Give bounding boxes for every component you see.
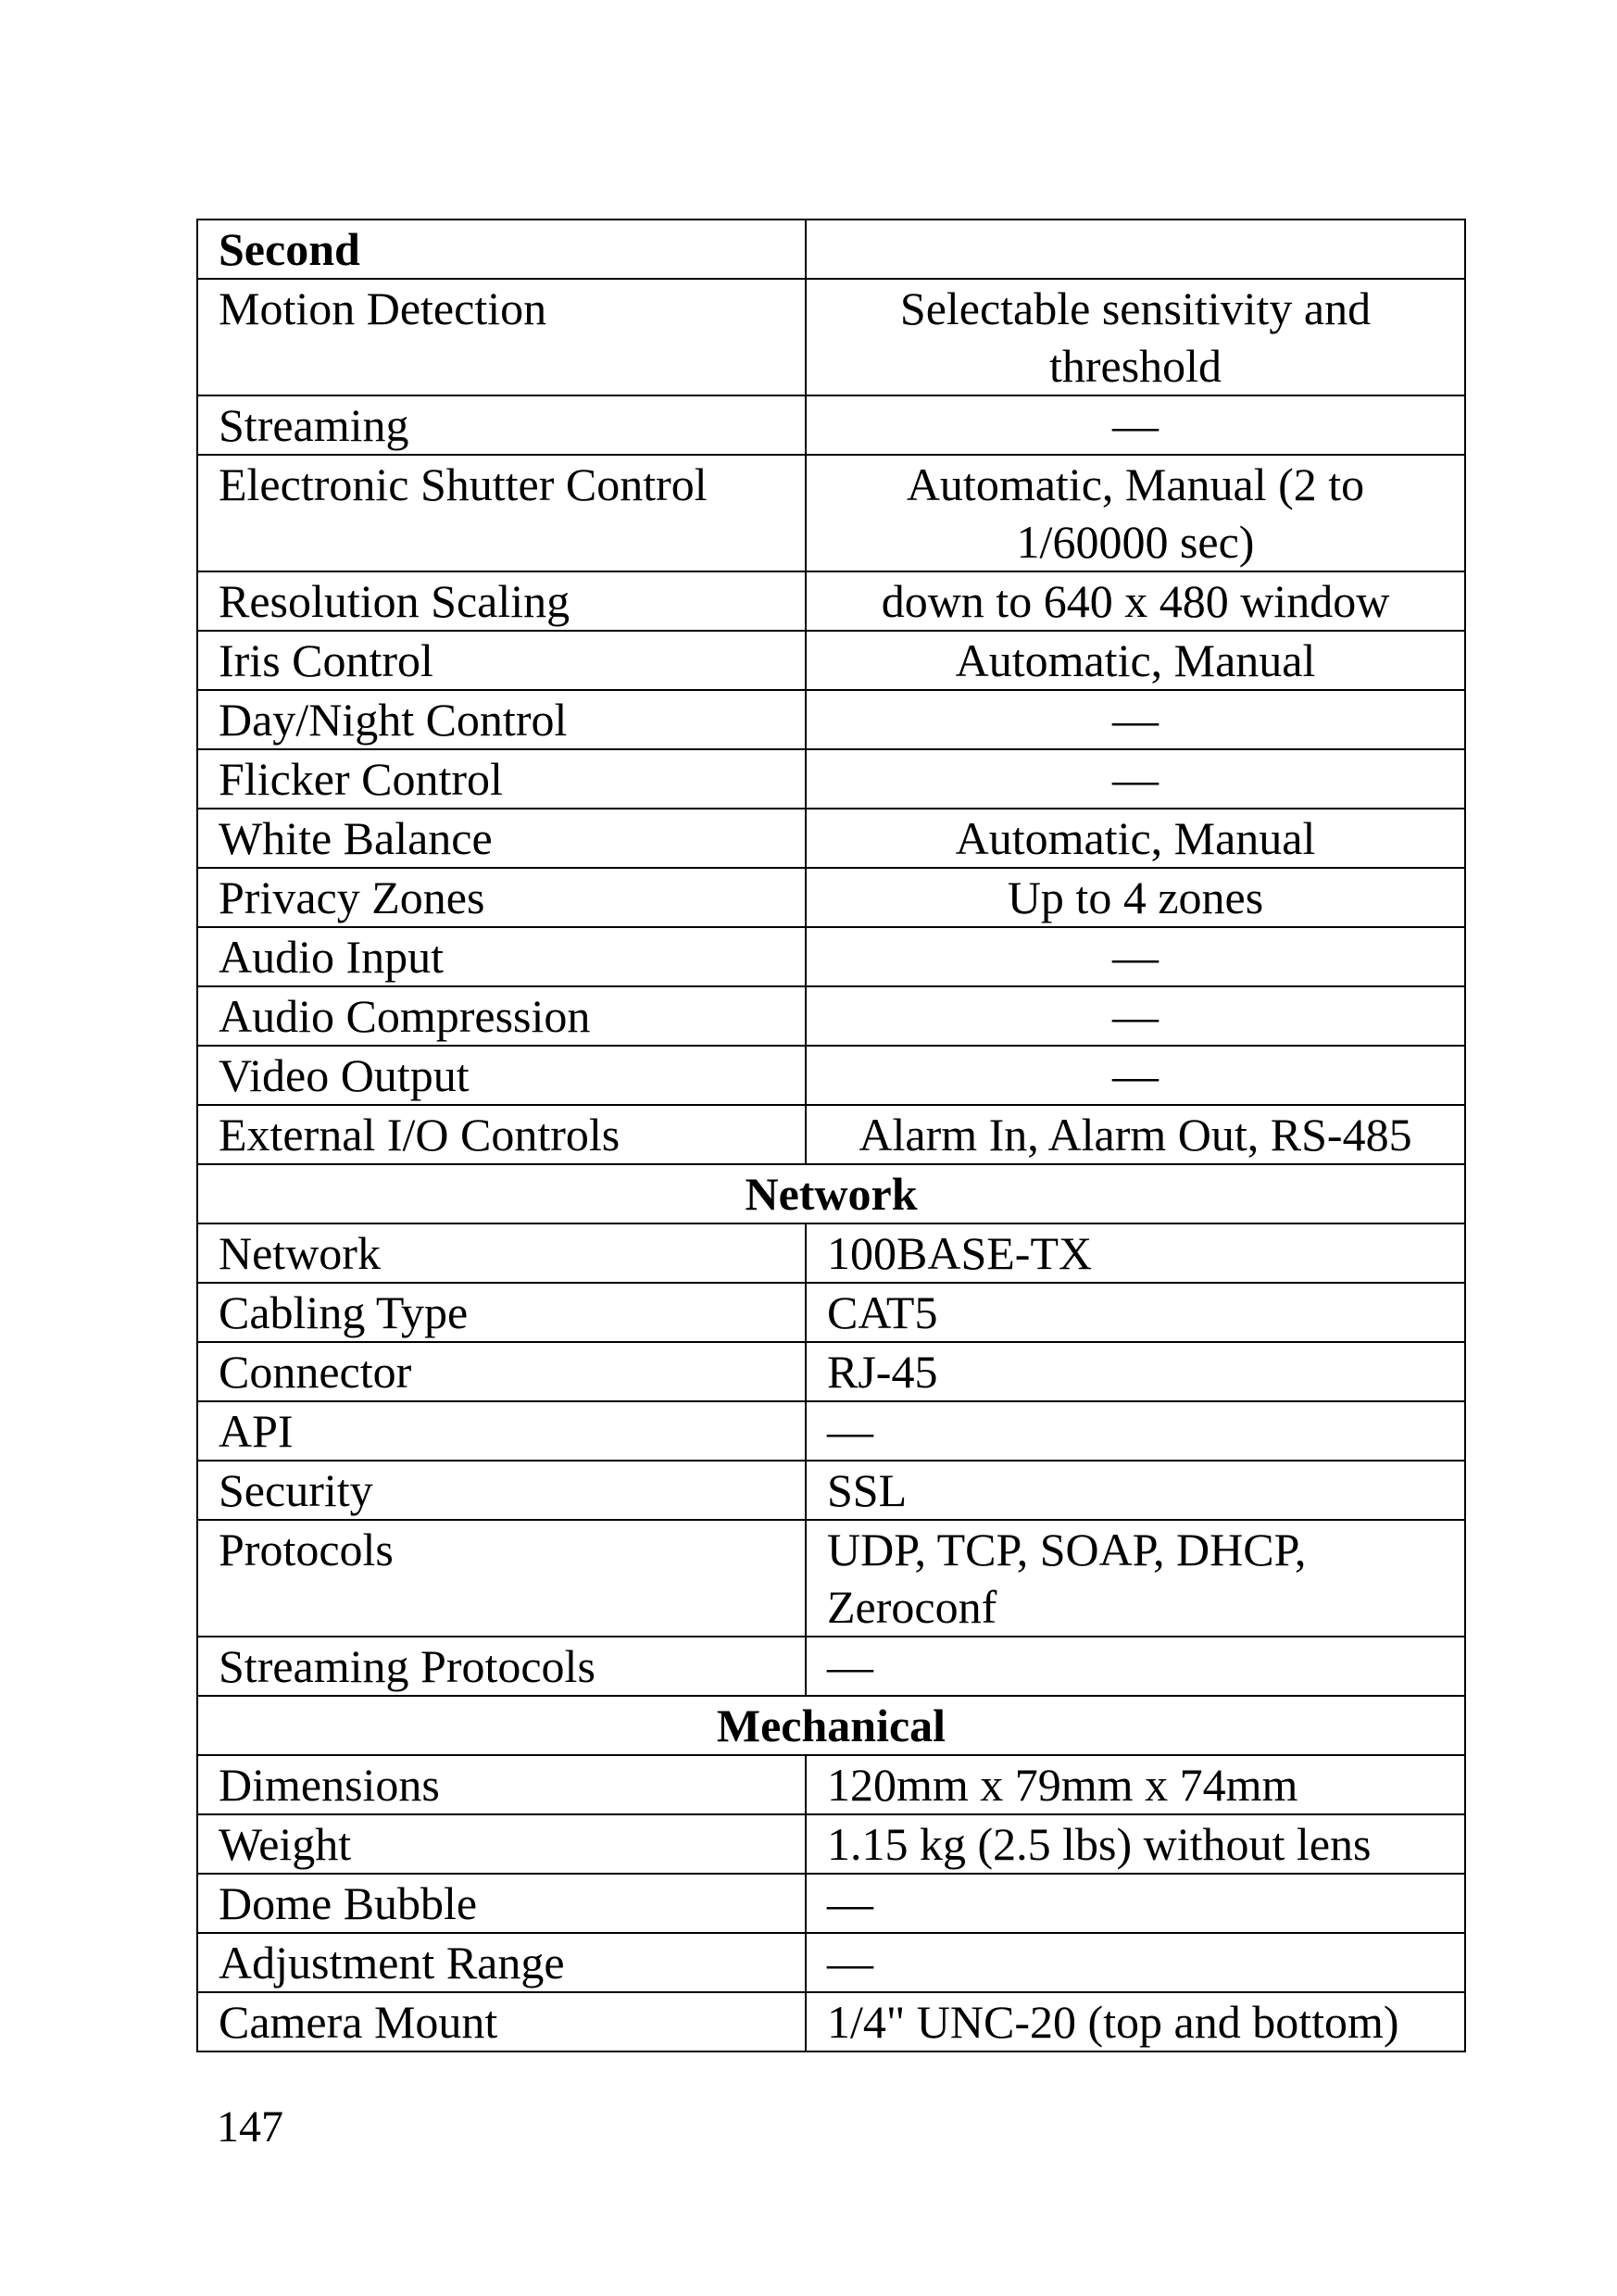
- row-label: Resolution Scaling: [197, 571, 806, 631]
- table-row: [197, 986, 1465, 1046]
- table-row: [197, 1342, 1465, 1401]
- row-value: Alarm In, Alarm Out, RS-485: [806, 1105, 1465, 1164]
- row-value: Automatic, Manual (2 to 1/60000 sec): [806, 455, 1465, 571]
- row-value: down to 640 x 480 window: [806, 571, 1465, 631]
- table-row: [197, 631, 1465, 690]
- section-header-mechanical: Mechanical: [197, 1696, 1465, 1755]
- row-label: Electronic Shutter Control: [197, 455, 806, 571]
- table-row: [197, 1933, 1465, 1992]
- table-row: [197, 1401, 1465, 1461]
- table-row: [197, 690, 1465, 749]
- table-row: [197, 749, 1465, 809]
- row-label: Protocols: [197, 1520, 806, 1637]
- row-value: —: [806, 1401, 1465, 1461]
- row-value: UDP, TCP, SOAP, DHCP, Zeroconf: [806, 1520, 1465, 1637]
- table-row: [197, 927, 1465, 986]
- row-value: SSL: [806, 1461, 1465, 1520]
- table-row: [197, 1755, 1465, 1814]
- row-label: Privacy Zones: [197, 868, 806, 927]
- row-label: External I/O Controls: [197, 1105, 806, 1164]
- row-label: Iris Control: [197, 631, 806, 690]
- table-row: [197, 455, 1465, 571]
- table-row: [197, 868, 1465, 927]
- table-row: [197, 1223, 1465, 1283]
- row-value: —: [806, 1637, 1465, 1696]
- row-label: Weight: [197, 1814, 806, 1874]
- row-value: 1/4" UNC-20 (top and bottom): [806, 1992, 1465, 2051]
- table-row: [197, 1814, 1465, 1874]
- row-value: Selectable sensitivity and threshold: [806, 279, 1465, 395]
- row-label: Streaming: [197, 395, 806, 455]
- page-number: 147: [217, 2102, 283, 2152]
- row-label: Audio Compression: [197, 986, 806, 1046]
- row-value: Automatic, Manual: [806, 631, 1465, 690]
- row-value: —: [806, 1933, 1465, 1992]
- row-label: Streaming Protocols: [197, 1637, 806, 1696]
- row-value: —: [806, 690, 1465, 749]
- table-row: [197, 571, 1465, 631]
- row-value: —: [806, 1046, 1465, 1105]
- table-row: [197, 279, 1465, 395]
- table-row: [197, 1696, 1465, 1755]
- row-value: —: [806, 749, 1465, 809]
- row-label: Audio Input: [197, 927, 806, 986]
- row-value: 100BASE-TX: [806, 1223, 1465, 1283]
- table-row: [197, 1164, 1465, 1223]
- row-value: CAT5: [806, 1283, 1465, 1342]
- row-label: Camera Mount: [197, 1992, 806, 2051]
- row-label: API: [197, 1401, 806, 1461]
- table-row: [197, 220, 1465, 279]
- row-label: Day/Night Control: [197, 690, 806, 749]
- row-label: Network: [197, 1223, 806, 1283]
- row-label: Motion Detection: [197, 279, 806, 395]
- table-row: [197, 1874, 1465, 1933]
- row-label: Security: [197, 1461, 806, 1520]
- row-label: Flicker Control: [197, 749, 806, 809]
- section-header-network: Network: [197, 1164, 1465, 1223]
- table-row: [197, 1283, 1465, 1342]
- row-value: 1.15 kg (2.5 lbs) without lens: [806, 1814, 1465, 1874]
- table-row: [197, 1046, 1465, 1105]
- empty-cell: [806, 220, 1465, 279]
- row-value: —: [806, 1874, 1465, 1933]
- table-row: [197, 1992, 1465, 2051]
- row-label: Connector: [197, 1342, 806, 1401]
- row-label: White Balance: [197, 809, 806, 868]
- row-value: —: [806, 927, 1465, 986]
- spec-table: [196, 219, 1466, 2052]
- row-label: Adjustment Range: [197, 1933, 806, 1992]
- row-value: —: [806, 395, 1465, 455]
- table-row: [197, 395, 1465, 455]
- row-value: 120mm x 79mm x 74mm: [806, 1755, 1465, 1814]
- row-label: Cabling Type: [197, 1283, 806, 1342]
- table-row: [197, 1461, 1465, 1520]
- row-value: RJ-45: [806, 1342, 1465, 1401]
- row-label: Dimensions: [197, 1755, 806, 1814]
- row-label: Video Output: [197, 1046, 806, 1105]
- table-row: [197, 1520, 1465, 1637]
- table-row: [197, 809, 1465, 868]
- row-value: Automatic, Manual: [806, 809, 1465, 868]
- row-value: Up to 4 zones: [806, 868, 1465, 927]
- row-value: —: [806, 986, 1465, 1046]
- row-label: Dome Bubble: [197, 1874, 806, 1933]
- section-header-second: Second: [197, 220, 806, 279]
- table-row: [197, 1105, 1465, 1164]
- table-row: [197, 1637, 1465, 1696]
